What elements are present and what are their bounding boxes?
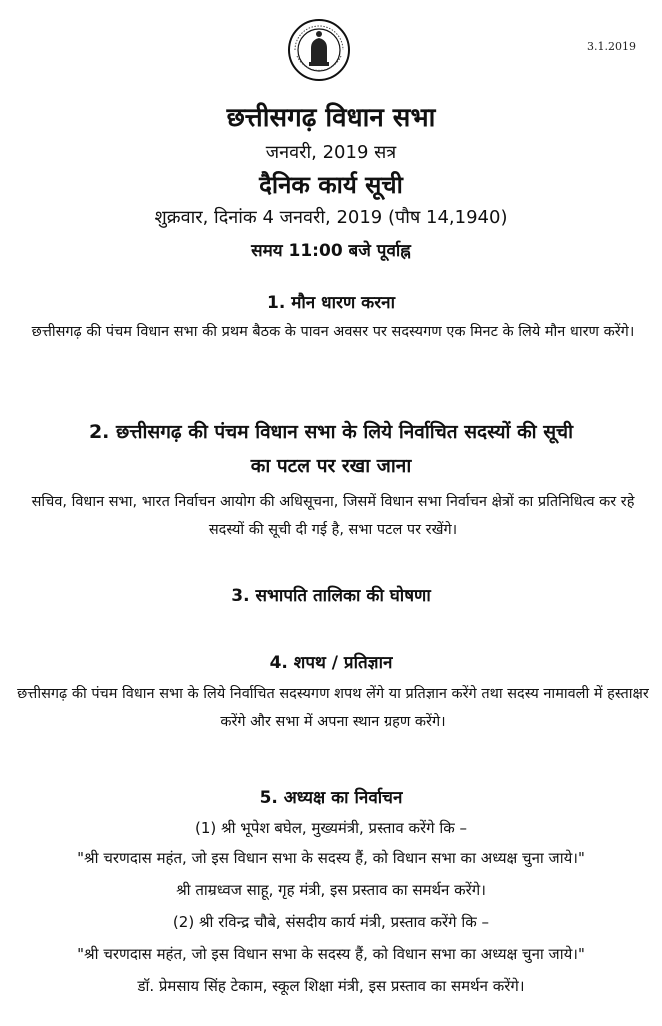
item-2-body: सचिव, विधान सभा, भारत निर्वाचन आयोग की अधिसूचना, जिसमें विधान सभा निर्वाचन क्षेत्रों का प्रतिनिधित्व कर रहे सदस्यों की सूची दी गई है, सभा पटल पर रखेंगे। xyxy=(31,494,635,538)
motion-1-proposer: (1) श्री भूपेश बघेल, मुख्यमंत्री, प्रस्ताव करेंगे कि – xyxy=(194,819,468,837)
agenda-title: दैनिक कार्य सूची xyxy=(259,171,403,199)
time-line: समय 11:00 बजे पूर्वाह्न xyxy=(251,241,411,261)
date-stamp: 3.1.2019 xyxy=(587,40,636,53)
assembly-emblem-icon xyxy=(287,18,351,82)
motion-1-seconder: श्री ताम्रध्वज साहू, गृह मंत्री, इस प्रस्ताव का समर्थन करेंगे। xyxy=(176,881,486,899)
motion-2-seconder: डॉ. प्रेमसाय सिंह टेकाम, स्कूल शिक्षा मंत्री, इस प्रस्ताव का समर्थन करेंगे। xyxy=(137,977,525,995)
item-5-heading: 5. अध्यक्ष का निर्वाचन xyxy=(259,788,403,808)
document-title: छत्तीसगढ़ विधान सभा xyxy=(226,103,436,133)
date-line: शुक्रवार, दिनांक 4 जनवरी, 2019 (पौष 14,1940) xyxy=(154,207,508,228)
item-2-heading-line1: 2. छत्तीसगढ़ की पंचम विधान सभा के लिये निर्वाचित सदस्यों की सूची xyxy=(88,421,574,443)
session-line: जनवरी, 2019 सत्र xyxy=(265,142,397,163)
item-1-body: छत्तीसगढ़ की पंचम विधान सभा की प्रथम बैठक के पावन अवसर पर सदस्यगण एक मिनट के लिये मौन धारण करेंगे। xyxy=(31,324,635,340)
item-3-heading: 3. सभापति तालिका की घोषणा xyxy=(231,586,431,606)
item-2-heading-line2: का पटल पर रखा जाना xyxy=(250,455,412,477)
motion-2-text: "श्री चरणदास महंत, जो इस विधान सभा के सदस्य हैं, को विधान सभा का अध्यक्ष चुना जाये।" xyxy=(77,945,585,963)
motion-1-text: "श्री चरणदास महंत, जो इस विधान सभा के सदस्य हैं, को विधान सभा का अध्यक्ष चुना जाये।" xyxy=(77,849,585,867)
item-4-body: छत्तीसगढ़ की पंचम विधान सभा के लिये निर्वाचित सदस्यगण शपथ लेंगे या प्रतिज्ञान करेंगे तथा सदस्य नामावली में हस्ताक्षर करेंगे और सभा में अपना स्थान ग्रहण करेंगे। xyxy=(17,686,649,730)
item-1-heading: 1. मौन धारण करना xyxy=(267,293,395,313)
item-4-heading: 4. शपथ / प्रतिज्ञान xyxy=(269,653,393,673)
motion-2-proposer: (2) श्री रविन्द्र चौबे, संसदीय कार्य मंत्री, प्रस्ताव करेंगे कि – xyxy=(172,913,490,931)
